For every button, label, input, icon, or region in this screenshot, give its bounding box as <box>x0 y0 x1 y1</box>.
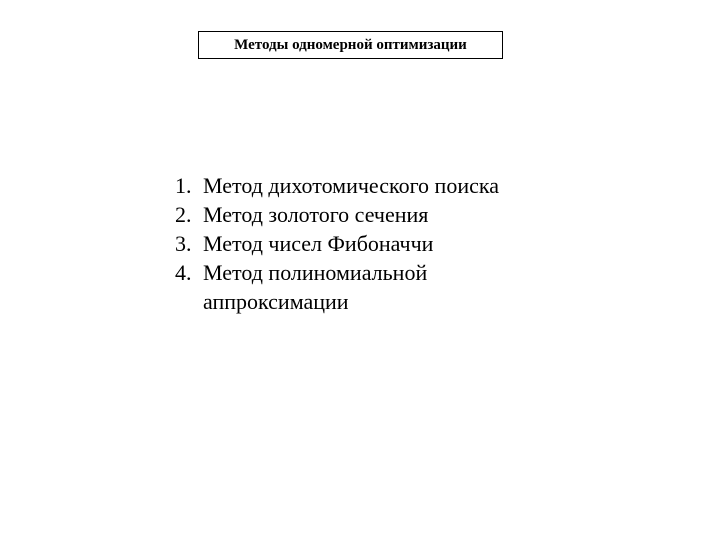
list-item-text: Метод золотого сечения <box>203 202 429 227</box>
list-item-number: 1. <box>175 173 192 198</box>
list-item-text: Метод дихотомического поиска <box>203 173 499 198</box>
list-item <box>175 171 543 200</box>
list-item <box>175 229 543 258</box>
slide-title-box <box>198 31 503 59</box>
list-item-number: 2. <box>175 202 192 227</box>
list-item-number: 3. <box>175 231 192 256</box>
slide-title: Методы одномерной оптимизации <box>234 36 467 53</box>
methods-list <box>175 171 543 316</box>
list-item <box>175 258 543 316</box>
list-item-text: Метод полиномиальной аппроксимации <box>203 260 428 314</box>
list-item <box>175 200 543 229</box>
list-item-text: Метод чисел Фибоначчи <box>203 231 434 256</box>
list-item-number: 4. <box>175 260 192 285</box>
